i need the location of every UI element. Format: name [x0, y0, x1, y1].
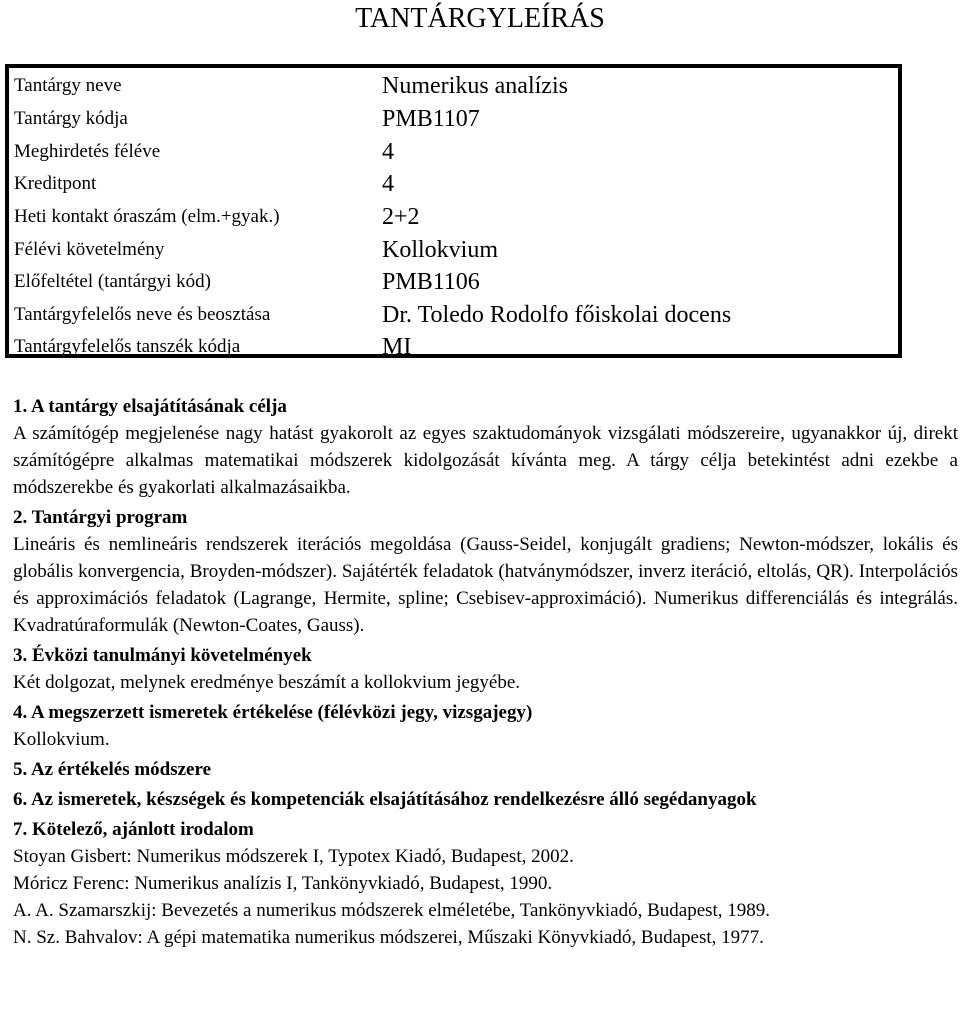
info-row-code — [9, 103, 898, 136]
info-value: 4 — [382, 171, 394, 197]
info-row-prerequisite — [9, 266, 898, 299]
info-row-requirement — [9, 234, 898, 267]
section-heading: 5. Az értékelés módszere — [13, 759, 212, 780]
info-label: Tantárgyfelelős neve és beosztása — [14, 304, 271, 325]
info-value: Dr. Toledo Rodolfo főiskolai docens — [382, 302, 732, 328]
info-label: Félévi követelmény — [14, 239, 165, 260]
page-title: TANTÁRGYLEÍRÁS — [355, 3, 605, 34]
section-goal — [13, 394, 958, 501]
section-text: Kollokvium. — [13, 729, 110, 750]
section-heading: 2. Tantárgyi program — [13, 507, 188, 528]
info-row-responsible — [9, 299, 898, 332]
section-heading: 1. A tantárgy elsajátításának célja — [13, 396, 287, 417]
reference-item: Stoyan Gisbert: Numerikus módszerek I, Typotex Kiadó, Budapest, 2002. — [13, 846, 574, 867]
section-requirements — [13, 643, 958, 696]
reference-item: N. Sz. Bahvalov: A gépi matematika numerikus módszerei, Műszaki Könyvkiadó, Budapest, 1977. — [13, 927, 764, 948]
info-row-semester — [9, 136, 898, 169]
info-value: Kollokvium — [382, 237, 499, 263]
course-sections — [13, 394, 958, 955]
section-literature — [13, 817, 958, 951]
section-evaluation — [13, 700, 958, 753]
info-value: PMB1106 — [382, 269, 480, 295]
info-value: Numerikus analízis — [382, 73, 568, 99]
reference-item: Móricz Ferenc: Numerikus analízis I, Tankönyvkiadó, Budapest, 1990. — [13, 873, 553, 894]
info-label: Tantárgyfelelős tanszék kódja — [14, 336, 241, 357]
section-method — [13, 757, 958, 783]
section-text: A számítógép megjelenése nagy hatást gyakorolt az egyes szaktudományok vizsgálati módszereire, ugyanakkor új, direkt számítógépre alkalmas matematikai módszerek kidolgozását kívánta meg. A tárgy célja betekintést adni ezekbe a módszerekbe és gyakorlati alkalmazásaikba. — [13, 423, 958, 498]
section-heading: 4. A megszerzett ismeretek értékelése (félévközi jegy, vizsgajegy) — [13, 702, 533, 723]
section-program — [13, 505, 958, 639]
info-row-department — [9, 331, 898, 364]
section-text: Lineáris és nemlineáris rendszerek iterációs megoldása (Gauss-Seidel, konjugált gradiens; Newton-módszer, lokális és globális konvergencia, Broyden-módszer). Sajátérték feladatok (hatványmódszer, inverz iteráció, eltolás, QR). Interpolációs és approximációs feladatok (Lagrange, Hermite, spline; Csebisev-approximáció). Numerikus differenciálás és integrálás. Kvadratúraformulák (Newton-Coates, Gauss). — [13, 534, 958, 636]
section-heading: 7. Kötelező, ajánlott irodalom — [13, 819, 254, 840]
info-value: 4 — [382, 139, 394, 165]
info-row-credits — [9, 168, 898, 201]
info-value: MI — [382, 334, 412, 360]
course-info-table — [5, 64, 902, 358]
info-label: Előfeltétel (tantárgyi kód) — [14, 271, 211, 292]
info-label: Tantárgy neve — [14, 75, 122, 96]
info-row-name — [9, 70, 898, 103]
section-text: Két dolgozat, melynek eredménye beszámít a kollokvium jegyébe. — [13, 672, 521, 693]
section-heading: 3. Évközi tanulmányi követelmények — [13, 645, 312, 666]
info-value: 2+2 — [382, 204, 420, 230]
info-label: Heti kontakt óraszám (elm.+gyak.) — [14, 206, 280, 227]
info-value: PMB1107 — [382, 106, 480, 132]
section-materials — [13, 787, 958, 813]
info-row-hours — [9, 201, 898, 234]
info-label: Meghirdetés féléve — [14, 141, 161, 162]
info-label: Kreditpont — [14, 173, 97, 194]
info-label: Tantárgy kódja — [14, 108, 128, 129]
section-heading: 6. Az ismeretek, készségek és kompetenciák elsajátításához rendelkezésre álló segédanyagok — [13, 789, 757, 810]
reference-item: A. A. Szamarszkij: Bevezetés a numerikus módszerek elméletébe, Tankönyvkiadó, Budapest, 1989. — [13, 900, 771, 921]
